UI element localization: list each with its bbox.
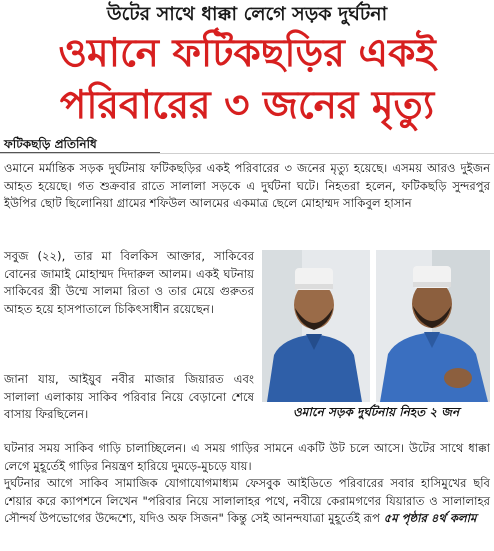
article-paragraph-5-text: দুর্ঘটনার আগে সাকিব সামাজিক যোগাযোগমাধ্যম ফেসবুক আইডিতে পরিবারের সবার হাসিমুখের ছবি শেয়ার করে ক্যাপশনে লিখেন "পরিবার নিয়ে সালালাহর পথে, নবীয়ে কেরামগণের যিয়ারাত ও সালালাহর সৌন্দর্য উপভোগের উদ্দেশ্যে, যদিও অফ সিজন" কিন্তু সেই আনন্দযাত্রা মুহূর্তেই রূপ xyxy=(4,476,490,525)
news-photo xyxy=(262,250,490,402)
photo-caption: ওমানে সড়ক দুর্ঘটনায় নিহত ২ জন xyxy=(292,405,460,419)
article-paragraph-2: সবুজ (২২), তার মা বিলকিস আক্তার, সাকিবের বোনের জামাই মোহাম্মদ দিদারুল আলম। একই ঘটনায় সাকিবের স্ত্রী উম্মে সালমা রিতা ও তার মেয়ে গুরুতর আহত হয়ে হাসপাতালে চিকিৎসাধীন রয়েছেন। xyxy=(4,249,254,316)
byline: ফটিকছড়ি প্রতিনিধি xyxy=(4,137,97,151)
section-divider xyxy=(0,153,494,154)
continuation-reference: ৫ম পৃষ্ঠার ৪র্থ কলাম xyxy=(383,511,477,525)
article-paragraph-3: জানা যায়, আইয়ুব নবীর মাজার জিয়ারত এবং সালালা এলাকায় সাকিব পরিবার নিয়ে বেড়ানো শেষে বাসায় ফিরছিলেন। xyxy=(4,372,254,421)
article-paragraph-1: ওমানে মর্মান্তিক সড়ক দুর্ঘটনায় ফটিকছড়ির একই পরিবারের ৩ জনের মৃত্যু হয়েছে। এসময় আরও দুইজন আহত হয়েছে। গত শুক্রবার রাতে সালালা সড়কে এ দুর্ঘটনা ঘটে। নিহতরা হলেন, ফটিকছড়ি সুন্দরপুর ইউপির ছোট ছিলোনিয়া গ্রামের শফিউল আলমের একমাত্র ছেলে মোহাম্মদ সাকিবুল হাসান xyxy=(4,161,490,210)
article-paragraph-4: ঘটনার সময় সাকিব গাড়ি চালাচ্ছিলেন। এ সময় গাড়ির সামনে একটি উট চলে আসে। উটের সাথে ধাক্কা লেগে মুহূর্তেই গাড়ির নিয়ন্ত্রণ হারিয়ে দুমড়ে-মুচড়ে যায়। xyxy=(4,441,490,473)
photo-illustration xyxy=(262,250,490,402)
headline-line-2: পরিবারের ৩ জনের মৃত্যু xyxy=(59,83,435,128)
kicker-headline: উটের সাথে ধাক্কা লেগে সড়ক দুর্ঘটনা xyxy=(106,3,388,25)
headline-line-1: ওমানে ফটিকছড়ির একই xyxy=(58,31,436,76)
article-paragraph-5 xyxy=(4,475,490,528)
